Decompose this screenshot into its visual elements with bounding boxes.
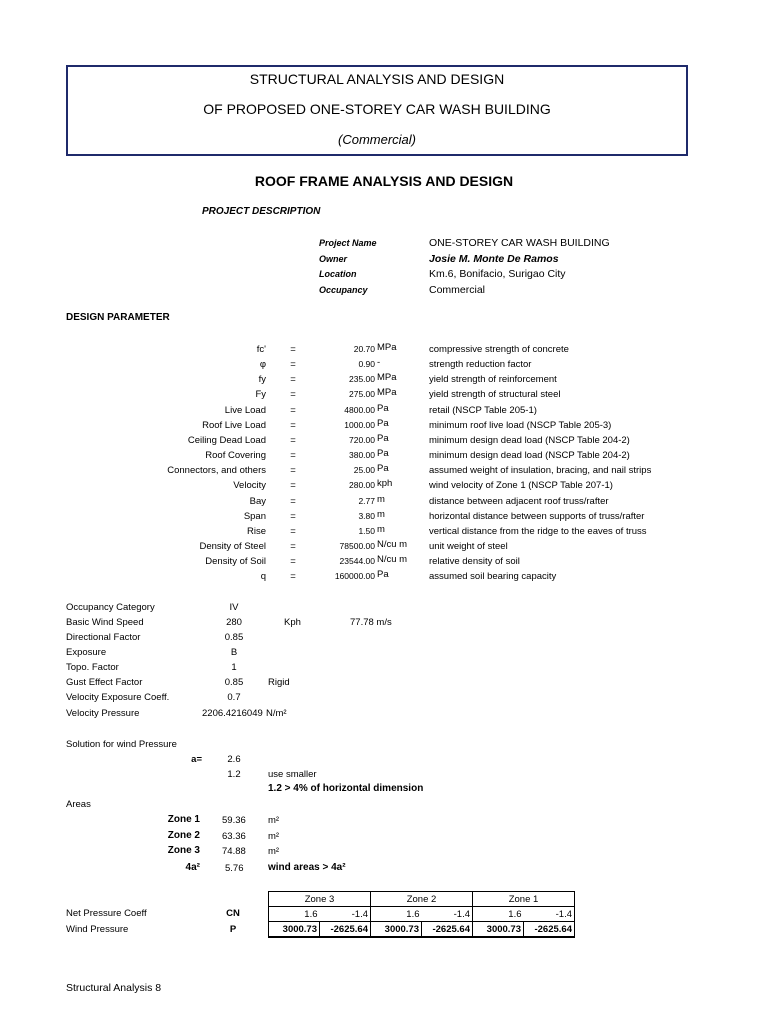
param-equals: = — [290, 344, 296, 355]
four-a2-note: wind areas > 4a² — [268, 862, 346, 873]
zone-3-unit: m² — [268, 846, 280, 857]
param-unit: Pa — [377, 403, 389, 414]
cn-z3-neg: -1.4 — [320, 907, 371, 922]
title-line-2: OF PROPOSED ONE-STOREY CAR WASH BUILDING — [203, 101, 551, 117]
occupancy-category-label: Occupancy Category — [66, 602, 155, 613]
param-unit: Pa — [377, 569, 389, 580]
a-value-2: 1.2 — [227, 769, 241, 780]
cn-z1-neg: -1.4 — [524, 907, 575, 922]
topo-factor-value: 1 — [231, 662, 237, 673]
param-description: assumed soil bearing capacity — [429, 571, 557, 582]
param-name: Bay — [249, 496, 266, 507]
param-value: 1.50 — [358, 526, 375, 536]
zone-1-header: Zone 1 — [473, 892, 575, 907]
param-unit: - — [377, 357, 381, 368]
param-value: 0.90 — [358, 359, 375, 369]
param-name: Density of Soil — [205, 556, 266, 567]
directional-factor-value: 0.85 — [224, 632, 244, 643]
param-name: Connectors, and others — [167, 465, 266, 476]
zone-1-area: 59.36 — [222, 815, 246, 826]
table-row — [269, 907, 575, 922]
velocity-exposure-label: Velocity Exposure Coeff. — [66, 692, 170, 703]
param-unit: N/cu m — [377, 539, 408, 550]
param-equals: = — [290, 405, 296, 416]
exposure-value: B — [230, 647, 238, 658]
solution-heading: Solution for wind Pressure — [66, 739, 177, 750]
param-value: 235.00 — [349, 374, 375, 384]
param-description: distance between adjacent roof truss/rafter — [429, 496, 609, 507]
title-line-1: STRUCTURAL ANALYSIS AND DESIGN — [249, 71, 505, 87]
zone-2-area: 63.36 — [222, 831, 246, 842]
cn-z3-pos: 1.6 — [269, 907, 320, 922]
param-value: 160000.00 — [334, 571, 375, 581]
param-equals: = — [290, 556, 296, 567]
param-name: Density of Steel — [199, 541, 266, 552]
zone-3-header: Zone 3 — [269, 892, 371, 907]
param-value: 4800.00 — [344, 405, 375, 415]
param-unit: Pa — [377, 448, 389, 459]
param-unit: Pa — [377, 418, 389, 429]
p-z3-neg: -2625.64 — [320, 922, 371, 938]
param-unit: m — [377, 494, 385, 505]
param-value: 275.00 — [349, 389, 375, 399]
param-equals: = — [290, 480, 296, 491]
param-unit: m — [377, 524, 385, 535]
table-row — [269, 922, 575, 938]
owner-value: Josie M. Monte De Ramos — [429, 253, 559, 265]
wind-pressure-label: Wind Pressure — [66, 924, 129, 935]
param-value: 380.00 — [349, 450, 375, 460]
location-value: Km.6, Bonifacio, Surigao City — [429, 268, 566, 280]
param-value: 720.00 — [349, 435, 375, 445]
areas-label: Areas — [66, 799, 91, 810]
param-description: relative density of soil — [429, 556, 520, 567]
param-equals: = — [290, 571, 296, 582]
cn-z1-pos: 1.6 — [473, 907, 524, 922]
param-name: q — [260, 571, 266, 582]
param-unit: kph — [377, 478, 393, 489]
param-equals: = — [290, 465, 296, 476]
param-unit: MPa — [377, 372, 397, 383]
p-z3-pos: 3000.73 — [269, 922, 320, 938]
four-a2-value: 5.76 — [225, 863, 244, 874]
param-description: wind velocity of Zone 1 (NSCP Table 207-1) — [429, 480, 613, 491]
zone-1-unit: m² — [268, 815, 280, 826]
footer: Structural Analysis 8 — [66, 982, 162, 994]
param-equals: = — [290, 435, 296, 446]
a-check: 1.2 > 4% of horizontal dimension — [268, 783, 424, 794]
basic-wind-speed-unit: Kph — [284, 617, 301, 628]
param-equals: = — [290, 420, 296, 431]
design-parameter-heading: DESIGN PARAMETER — [66, 312, 170, 323]
param-name: Fy — [255, 389, 266, 400]
param-value: 23544.00 — [339, 556, 375, 566]
param-equals: = — [290, 526, 296, 537]
param-name: Live Load — [224, 405, 266, 416]
cn-z2-neg: -1.4 — [422, 907, 473, 922]
param-equals: = — [290, 541, 296, 552]
param-value: 3.80 — [358, 511, 375, 521]
param-unit: MPa — [377, 342, 397, 353]
basic-wind-speed-converted: 77.78 m/s — [350, 617, 392, 628]
param-description: minimum roof live load (NSCP Table 205-3) — [429, 420, 612, 431]
param-value: 1000.00 — [344, 420, 375, 430]
param-description: horizontal distance between supports of truss/rafter — [429, 511, 645, 522]
param-description: retail (NSCP Table 205-1) — [429, 405, 537, 416]
param-equals: = — [290, 496, 296, 507]
param-description: strength reduction factor — [429, 359, 532, 370]
basic-wind-speed-label: Basic Wind Speed — [66, 617, 144, 628]
title-box — [66, 65, 688, 156]
param-equals: = — [290, 359, 296, 370]
location-label: Location — [319, 269, 357, 279]
param-name: Span — [243, 511, 266, 522]
p-z1-pos: 3000.73 — [473, 922, 524, 938]
project-description-heading: PROJECT DESCRIPTION — [202, 206, 321, 217]
param-description: minimum design dead load (NSCP Table 204-2) — [429, 435, 630, 446]
p-z2-neg: -2625.64 — [422, 922, 473, 938]
param-unit: Pa — [377, 463, 389, 474]
param-value: 78500.00 — [339, 541, 375, 551]
param-value: 20.70 — [353, 344, 375, 354]
wind-pressure-table — [268, 891, 575, 938]
velocity-pressure-value: 2206.4216049 — [202, 708, 263, 719]
param-description: minimum design dead load (NSCP Table 204-2) — [429, 450, 630, 461]
param-value: 25.00 — [353, 465, 375, 475]
occupancy-category-value: IV — [229, 602, 239, 613]
param-name: Roof Live Load — [202, 420, 266, 431]
table-header-row — [269, 892, 575, 907]
a-value-note: use smaller — [268, 769, 317, 780]
param-description: yield strength of structural steel — [429, 389, 561, 400]
four-a2-label: 4a² — [185, 862, 200, 873]
a-label: a= — [191, 754, 202, 765]
param-name: fc' — [256, 344, 266, 355]
zone-2-unit: m² — [268, 831, 280, 842]
p-symbol: P — [229, 924, 237, 935]
zone-2-header: Zone 2 — [371, 892, 473, 907]
directional-factor-label: Directional Factor — [66, 632, 141, 643]
velocity-pressure-label: Velocity Pressure — [66, 708, 140, 719]
param-equals: = — [290, 374, 296, 385]
param-unit: Pa — [377, 433, 389, 444]
occupancy-value: Commercial — [429, 284, 486, 296]
owner-label: Owner — [319, 254, 348, 264]
param-name: Roof Covering — [205, 450, 266, 461]
velocity-exposure-value: 0.7 — [227, 692, 241, 703]
param-equals: = — [290, 389, 296, 400]
zone-3-area: 74.88 — [222, 846, 246, 857]
param-name: Velocity — [233, 480, 266, 491]
param-description: vertical distance from the ridge to the eaves of truss — [429, 526, 647, 537]
project-name-label: Project Name — [319, 238, 377, 248]
gust-effect-note: Rigid — [268, 677, 290, 688]
zone-3-label: Zone 3 — [167, 845, 200, 856]
title-line-3: (Commercial) — [338, 132, 416, 147]
cn-z2-pos: 1.6 — [371, 907, 422, 922]
param-value: 2.77 — [358, 496, 375, 506]
param-description: assumed weight of insulation, bracing, and nail strips — [429, 465, 652, 476]
gust-effect-label: Gust Effect Factor — [66, 677, 143, 688]
p-z1-neg: -2625.64 — [524, 922, 575, 938]
section-title: ROOF FRAME ANALYSIS AND DESIGN — [254, 173, 514, 189]
param-name: Rise — [246, 526, 266, 537]
param-name: φ — [259, 359, 266, 370]
velocity-pressure-unit: N/m² — [266, 708, 287, 719]
cn-symbol: CN — [226, 908, 240, 919]
p-z2-pos: 3000.73 — [371, 922, 422, 938]
param-name: Ceiling Dead Load — [187, 435, 266, 446]
param-description: yield strength of reinforcement — [429, 374, 557, 385]
net-pressure-coeff-label: Net Pressure Coeff — [66, 908, 147, 919]
occupancy-label: Occupancy — [319, 285, 368, 295]
exposure-label: Exposure — [66, 647, 107, 658]
param-equals: = — [290, 511, 296, 522]
zone-2-label: Zone 2 — [167, 830, 200, 841]
project-name-value: ONE-STOREY CAR WASH BUILDING — [429, 237, 610, 249]
param-unit: m — [377, 509, 385, 520]
a-value-1: 2.6 — [227, 754, 241, 765]
param-name: fy — [258, 374, 266, 385]
param-unit: MPa — [377, 387, 397, 398]
param-description: unit weight of steel — [429, 541, 508, 552]
param-value: 280.00 — [349, 480, 375, 490]
param-unit: N/cu m — [377, 554, 408, 565]
topo-factor-label: Topo. Factor — [66, 662, 119, 673]
param-description: compressive strength of concrete — [429, 344, 569, 355]
gust-effect-value: 0.85 — [224, 677, 244, 688]
zone-1-label: Zone 1 — [167, 814, 200, 825]
param-equals: = — [290, 450, 296, 461]
basic-wind-speed-value: 280 — [226, 617, 242, 628]
